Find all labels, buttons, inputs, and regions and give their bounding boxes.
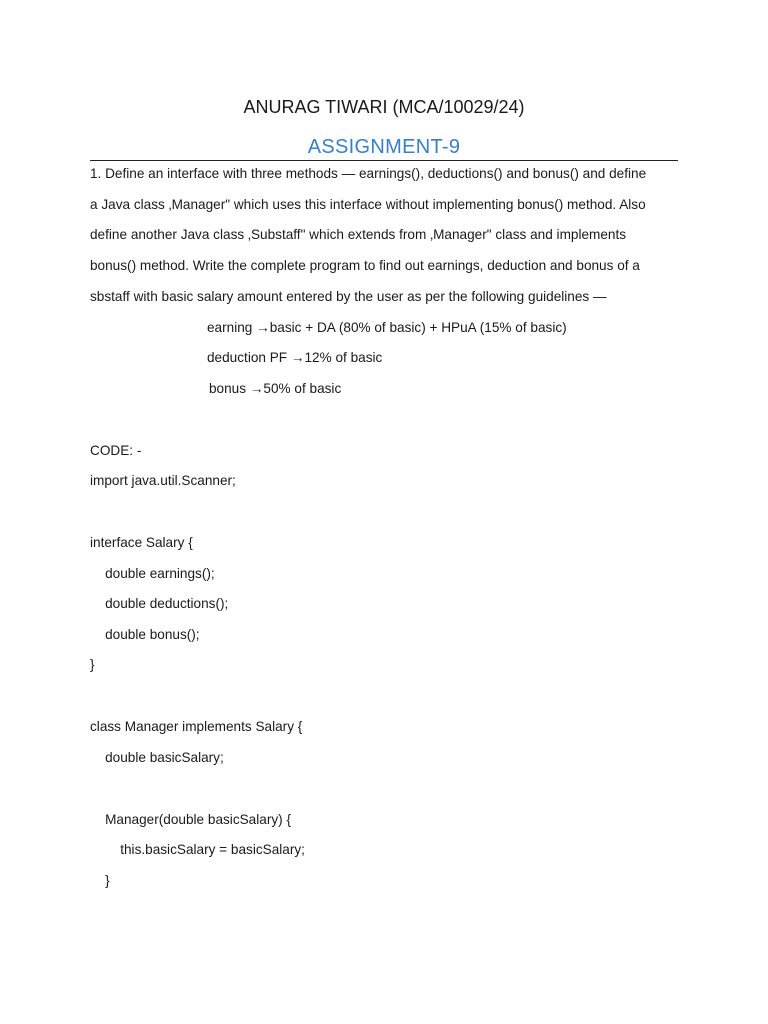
code-line: double earnings();	[90, 566, 215, 581]
title-divider	[90, 160, 678, 161]
code-line: interface Salary {	[90, 535, 193, 550]
guideline-deduction	[207, 349, 382, 367]
code-line: Manager(double basicSalary) {	[90, 812, 291, 827]
code-line: double deductions();	[90, 596, 229, 611]
code-line: }	[90, 873, 110, 888]
code-line: double bonus();	[90, 627, 200, 642]
guideline-label: bonus	[209, 381, 250, 396]
guideline-text: 12% of basic	[304, 350, 383, 365]
guideline-text: 50% of basic	[263, 381, 342, 396]
code-line: this.basicSalary = basicSalary;	[90, 842, 305, 857]
guideline-label: earning	[207, 320, 257, 335]
code-line: import java.util.Scanner;	[90, 473, 236, 488]
question-line: sbstaff with basic salary amount entered by the user as per the following guidelines —	[90, 289, 607, 304]
right-arrow-icon: →	[256, 320, 270, 335]
code-line: }	[90, 657, 95, 672]
question-line: bonus() method. Write the complete program to find out earnings, deduction and bonus of a	[90, 258, 640, 273]
right-arrow-icon: →	[249, 381, 264, 396]
right-arrow-icon: →	[290, 350, 305, 365]
question-line: 1. Define an interface with three methods — earnings(), deductions() and bonus() and define	[90, 166, 647, 181]
code-line: class Manager implements Salary {	[90, 719, 303, 734]
guideline-bonus	[209, 380, 341, 398]
guideline-earning	[207, 319, 567, 337]
question-line: a Java class ‚Manager" which uses this interface without implementing bonus() method. Also	[90, 197, 646, 212]
code-heading: CODE: -	[90, 443, 142, 458]
code-line: double basicSalary;	[90, 750, 224, 765]
author-heading: ANURAG TIWARI (MCA/10029/24)	[243, 97, 525, 117]
guideline-label: deduction PF	[207, 350, 291, 365]
assignment-title: ASSIGNMENT-9	[307, 136, 461, 158]
question-line: define another Java class ‚Substaff" which extends from ‚Manager" class and implements	[90, 227, 627, 242]
guideline-text: basic + DA (80% of basic) + HPuA (15% of basic)	[269, 320, 567, 335]
